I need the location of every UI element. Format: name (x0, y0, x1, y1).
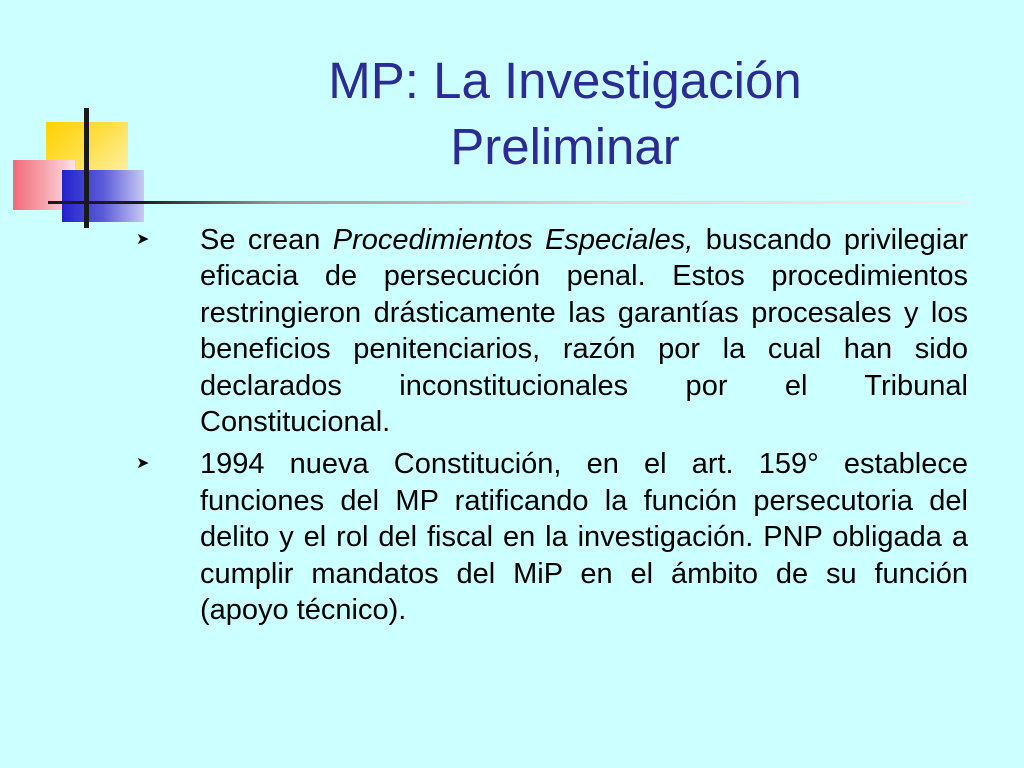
bullet-item (130, 222, 968, 440)
decorative-blue-square (62, 170, 144, 222)
bullet-text-italic: Procedimientos Especiales, (332, 224, 694, 256)
arrow-bullet-icon: ➤ (136, 455, 150, 473)
slide-title (210, 48, 920, 180)
bullet-text (200, 222, 968, 440)
bullet-item (130, 446, 968, 628)
slide-title-line2: Preliminar (450, 118, 680, 175)
arrow-bullet-icon: ➤ (136, 231, 150, 248)
bullet-list (130, 222, 968, 634)
decorative-vertical-line (84, 108, 89, 228)
bullet-text-before: Se crean (200, 224, 333, 256)
slide-title-line1: MP: La Investigación (328, 52, 802, 109)
bullet-text: 1994 nueva Constitución, en el art. 159° establece funciones del MP ratificando la función persecutoria del delito y el rol del fiscal en la investigación. PNP obligada a cumplir mandatos del MiP en el ámbito de su función (apoyo técnico). (200, 448, 968, 627)
title-divider-line (48, 201, 970, 204)
bullet-text-after: buscando privilegiar eficacia de persecución penal. Estos procedimientos restringieron drásticamente las garantías procesales y los beneficios penitenciarios, razón por la cual han sido declarados inconstitucionales por el Tribunal Constitucional. (200, 224, 968, 439)
